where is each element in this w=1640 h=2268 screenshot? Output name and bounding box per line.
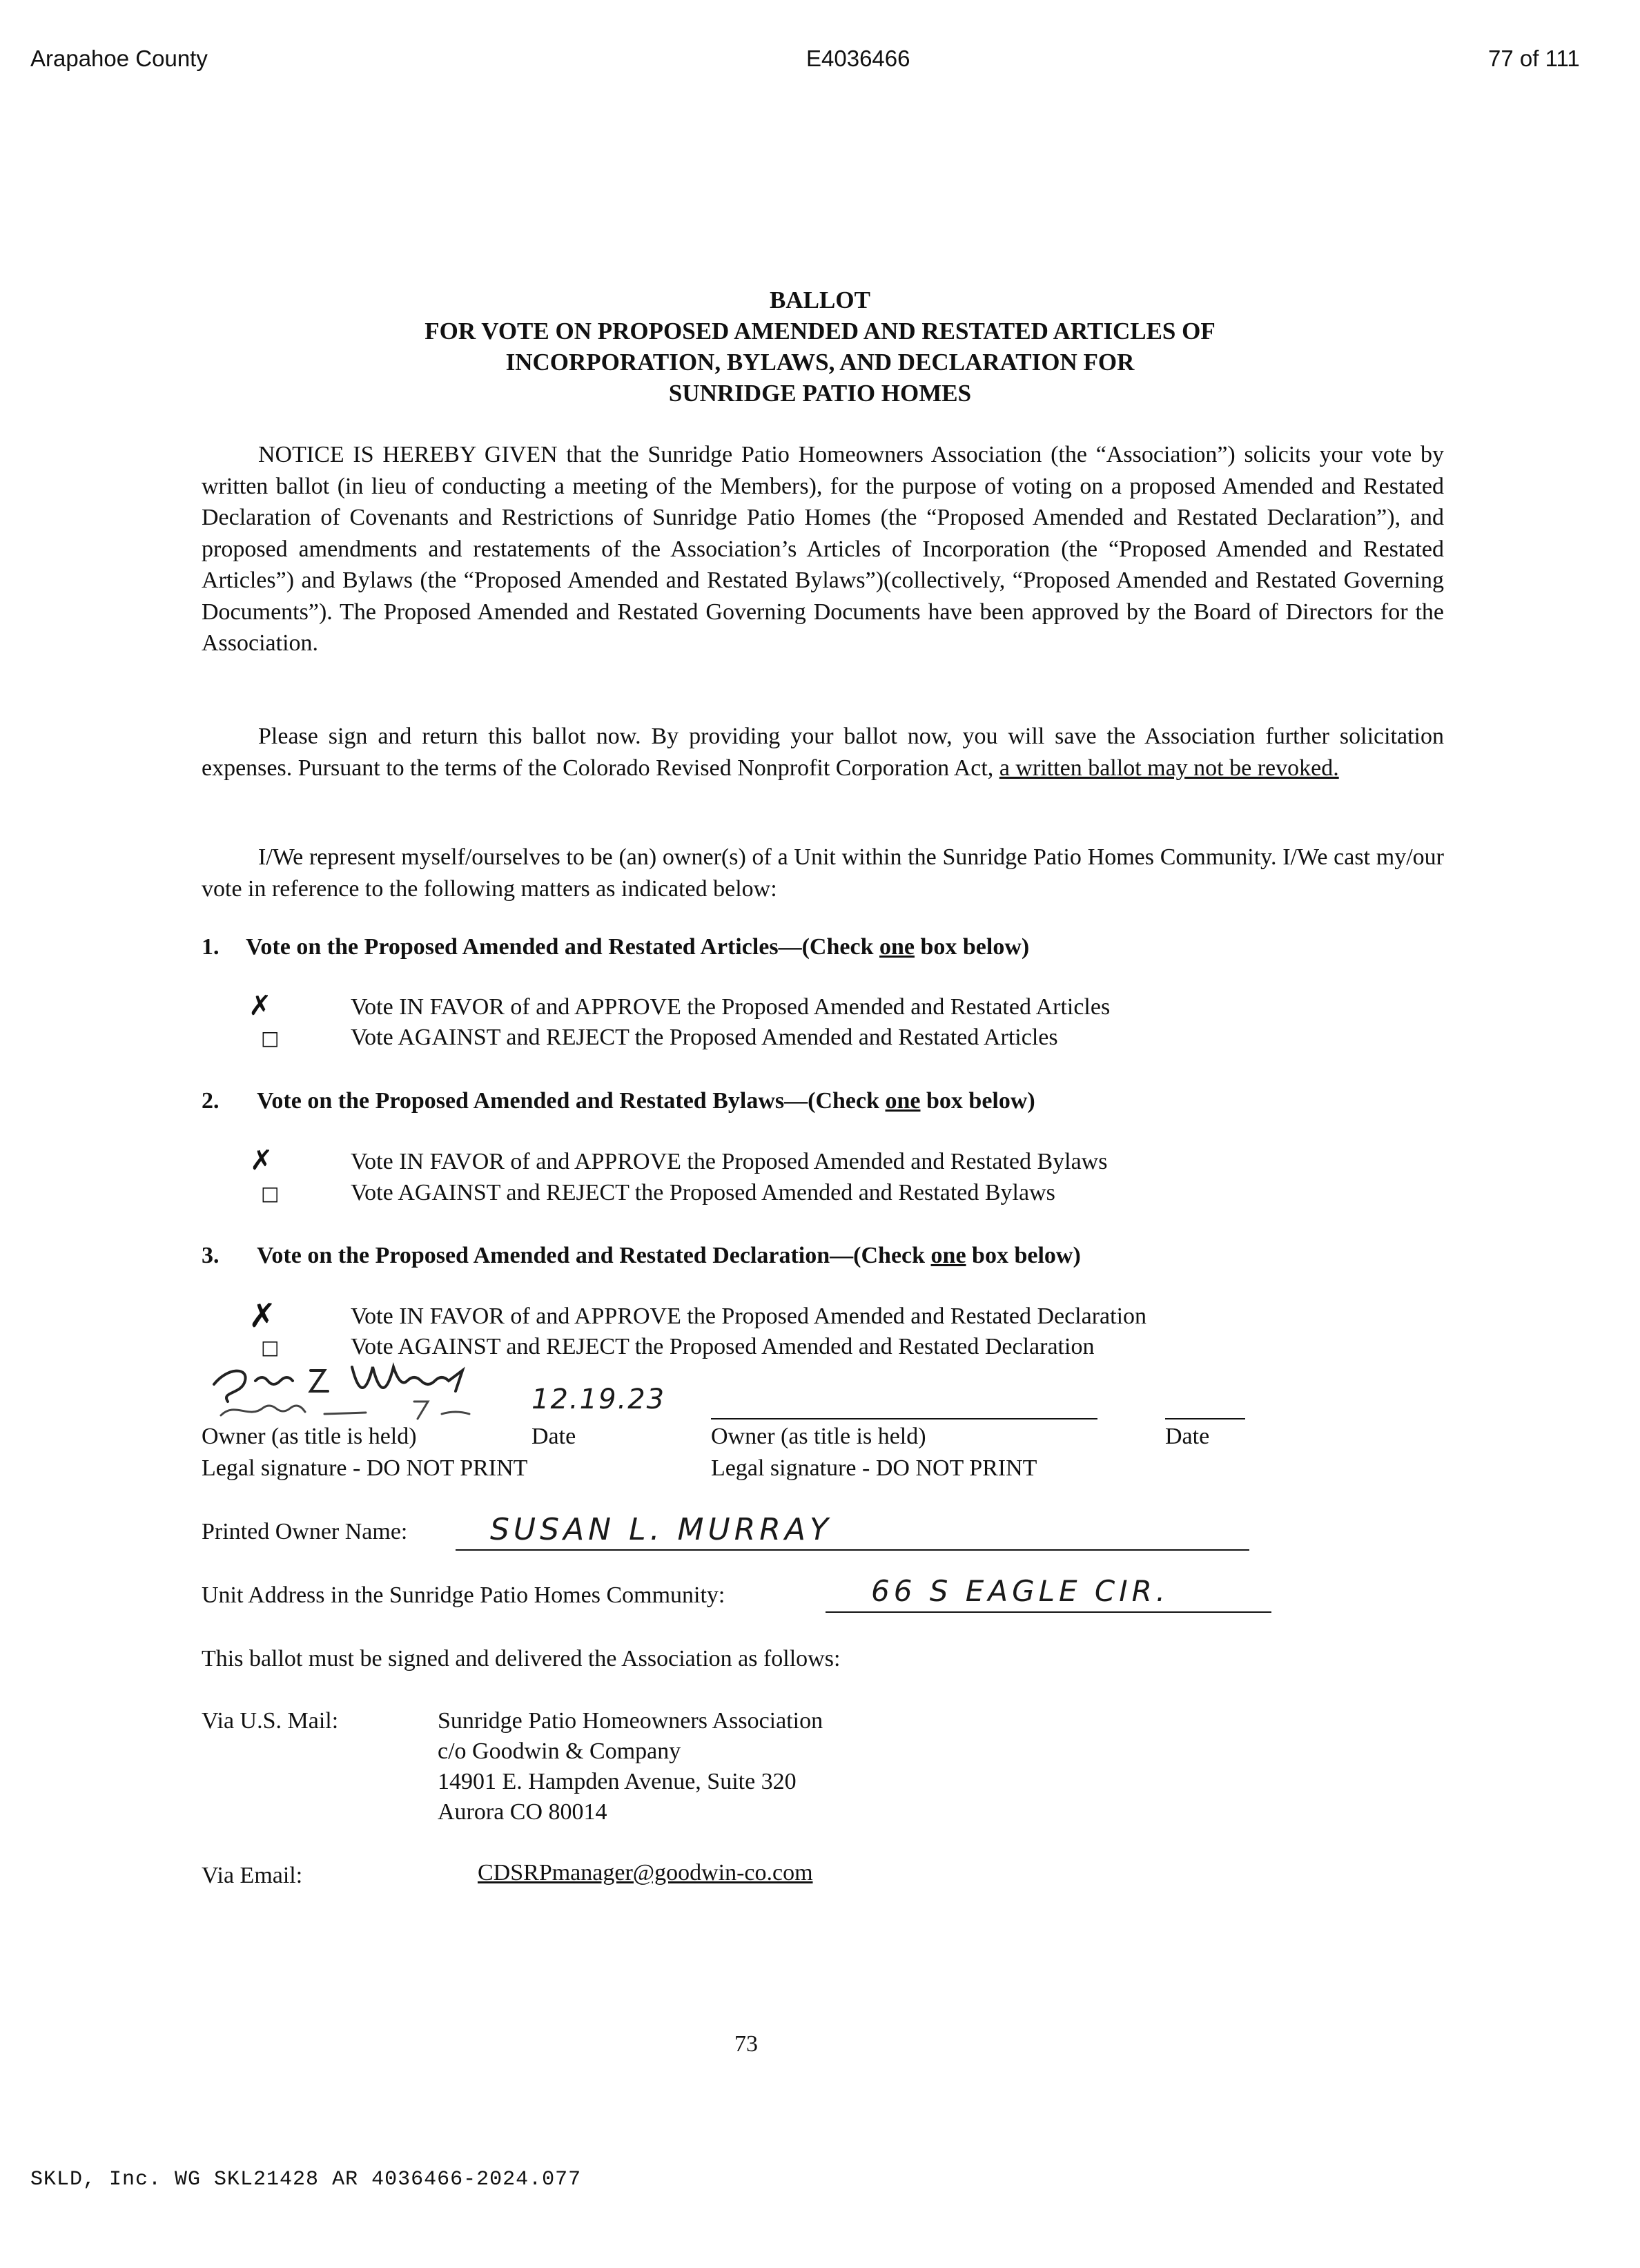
question-2-one: one (885, 1088, 921, 1114)
revocation-note: a written ballot may not be revoked. (999, 755, 1339, 781)
ballot-subtitle-1: FOR VOTE ON PROPOSED AMENDED AND RESTATED ARTICLES OF (424, 318, 1216, 345)
ballot-title: BALLOT (770, 287, 870, 313)
notice-paragraph (202, 439, 1444, 659)
email-label: Via Email: (202, 1863, 303, 1888)
mail-line-3: 14901 E. Hampden Avenue, Suite 320 (438, 1769, 797, 1794)
question-1-one: one (879, 934, 915, 960)
question-2-heading-end: box below) (920, 1088, 1035, 1114)
mail-label: Via U.S. Mail: (202, 1708, 339, 1734)
page-number: 73 (734, 2031, 758, 2057)
page-count: 77 of 111 (1488, 46, 1580, 71)
unit-address-label: Unit Address in the Sunridge Patio Homes Community: (202, 1582, 725, 1608)
ballot-subtitle-2: INCORPORATION, BYLAWS, AND DECLARATION FOR (505, 349, 1135, 376)
legal-signature-label: Legal signature - DO NOT PRINT (202, 1455, 528, 1481)
county-name: Arapahoe County (30, 46, 208, 71)
q3-against-checkbox[interactable]: □ (261, 1336, 280, 1359)
email-link[interactable]: CDSRPmanager@goodwin-co.com (478, 1860, 813, 1886)
owner2-label: Owner (as title is held) (711, 1424, 926, 1449)
question-1-heading (246, 934, 1029, 960)
question-1-heading-end: box below) (914, 934, 1030, 960)
question-3-heading (257, 1243, 1081, 1269)
notice-text: NOTICE IS HEREBY GIVEN that the Sunridge Patio Homeowners Association (the “Association”) solicits your vote by written ballot (in lieu of conducting a meeting of the Members), for the purpose of voting on a proposed Amended and Restated Declaration of Covenants and Restrictions of Sunridge Patio Homes (the “Proposed Amended and Restated Declaration”), and proposed amendments and restatements of the Association’s Articles of Incorporation (the “Proposed Amended and Restated Articles”) and Bylaws (the “Proposed Amended and Restated Bylaws”)(collectively, “Proposed Amended and Restated Governing Documents”). The Proposed Amended and Restated Governing Documents have been approved by the Board of Directors for the Association. (202, 442, 1444, 656)
recording-footer: SKLD, Inc. WG SKL21428 AR 4036466-2024.077 (30, 2168, 582, 2191)
owner2-signature-line (711, 1418, 1097, 1419)
reception-number: E4036466 (806, 46, 910, 71)
question-1-number: 1. (202, 934, 219, 960)
represent-text: I/We represent myself/ourselves to be (an) owner(s) of a Unit within the Sunridge Patio Homes Community. I/We cast my/our vote in reference to the following matters as indicated below: (202, 844, 1444, 902)
unit-address-value[interactable]: 66 S EAGLE CIR. (871, 1574, 1170, 1608)
q2-favor-checkbox-checked[interactable]: ✗ (250, 1145, 273, 1176)
printed-name-label: Printed Owner Name: (202, 1519, 408, 1544)
question-2-heading (257, 1088, 1035, 1114)
printed-name-value[interactable]: SUSAN L. MURRAY (490, 1512, 832, 1547)
q1-against-checkbox[interactable]: □ (261, 1027, 280, 1049)
mail-line-1: Sunridge Patio Homeowners Association (438, 1708, 823, 1734)
q1-favor-option: Vote IN FAVOR of and APPROVE the Proposed Amended and Restated Articles (351, 994, 1111, 1020)
q2-against-option: Vote AGAINST and REJECT the Proposed Amended and Restated Bylaws (351, 1180, 1055, 1205)
owner2-date-line (1165, 1418, 1245, 1419)
owner-label: Owner (as title is held) (202, 1424, 417, 1449)
q1-against-option: Vote AGAINST and REJECT the Proposed Amended and Restated Articles (351, 1025, 1058, 1050)
question-1-heading-text: Vote on the Proposed Amended and Restated Articles—(Check (246, 934, 879, 960)
date2-label: Date (1165, 1424, 1210, 1449)
question-3-one: one (930, 1243, 966, 1268)
question-2-number: 2. (202, 1088, 219, 1114)
mail-line-2: c/o Goodwin & Company (438, 1738, 681, 1764)
mail-line-4: Aurora CO 80014 (438, 1799, 607, 1825)
printed-name-line (456, 1549, 1249, 1551)
delivery-intro: This ballot must be signed and delivered the Association as follows: (202, 1646, 841, 1671)
question-2-heading-text: Vote on the Proposed Amended and Restated Bylaws—(Check (257, 1088, 886, 1114)
q1-favor-checkbox-checked[interactable]: ✗ (248, 990, 272, 1022)
ballot-subtitle-3: SUNRIDGE PATIO HOMES (668, 380, 972, 407)
q3-favor-checkbox-checked[interactable]: ✗ (248, 1297, 277, 1335)
legal-signature2-label: Legal signature - DO NOT PRINT (711, 1455, 1037, 1481)
represent-paragraph (202, 842, 1444, 904)
signature-date-handwritten: 12.19.23 (531, 1384, 666, 1415)
question-3-heading-text: Vote on the Proposed Amended and Restated Declaration—(Check (257, 1243, 931, 1268)
please-paragraph (202, 721, 1444, 784)
unit-address-line (826, 1611, 1271, 1613)
q2-favor-option: Vote IN FAVOR of and APPROVE the Proposed Amended and Restated Bylaws (351, 1149, 1108, 1174)
please-text: Please sign and return this ballot now. By providing your ballot now, you will save the Association further solicitation expenses. Pursuant to the terms of the Colorado Revised Nonprofit Corporation Act, (202, 724, 1444, 781)
question-3-heading-end: box below) (966, 1243, 1081, 1268)
question-3-number: 3. (202, 1243, 219, 1268)
date-label: Date (531, 1424, 576, 1449)
q2-against-checkbox[interactable]: □ (261, 1182, 280, 1205)
q3-against-option: Vote AGAINST and REJECT the Proposed Amended and Restated Declaration (351, 1334, 1095, 1359)
q3-favor-option: Vote IN FAVOR of and APPROVE the Proposed Amended and Restated Declaration (351, 1303, 1147, 1329)
